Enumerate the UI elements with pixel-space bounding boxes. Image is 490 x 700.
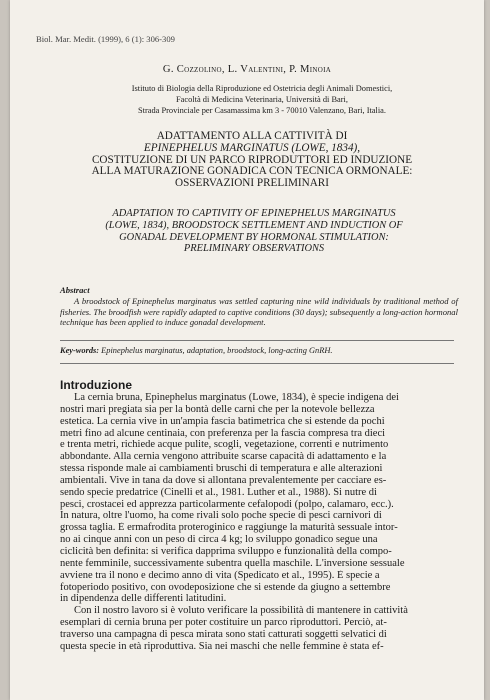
- title-italian: [50, 131, 454, 190]
- abstract-text: A broodstock of Epinephelus marginatus was settled capturing nine wild individuals by traditional method of fisheries. The broodfish were rapidly adapted to captive conditions (30 days); subsequently a long-action hormonal technique has been applied to induce gonadal development.: [60, 296, 458, 328]
- title-line: ALLA MATURAZIONE GONADICA CON TECNICA ORMONALE:: [91, 165, 413, 178]
- body-line: grossa taglia. È ermafrodita proteroginico e raggiunge la maturità sessuale intor-: [60, 522, 398, 534]
- title-line: (LOWE, 1834), BROODSTOCK SETTLEMENT AND INDUCTION OF: [105, 219, 403, 231]
- paper-page: [10, 0, 484, 700]
- abstract-label: Abstract: [60, 285, 90, 295]
- keywords-text: Epinephelus marginatus, adaptation, broodstock, long-acting GnRH.: [101, 346, 333, 355]
- body-line: abbondante. Alla cernia vengono attribuite scarse capacità di adattamento e la: [60, 451, 387, 463]
- title-line: OSSERVAZIONI PRELIMINARI: [175, 177, 329, 190]
- title-line: PRELIMINARY OBSERVATIONS: [183, 243, 325, 255]
- body-line: avviene tra il nono e decimo anno di vita (Spedicato et al., 1995). È specie a: [60, 569, 380, 581]
- body-line: Con il nostro lavoro si è voluto verificare la possibilità di mantenere in cattività: [74, 605, 408, 617]
- title-line: ADATTAMENTO ALLA CATTIVITÀ DI: [156, 130, 348, 142]
- body-line: no ai cinque anni con un peso di circa 4 kg; lo sviluppo gonadico segue una: [60, 534, 378, 546]
- body-line: La cernia bruna, Epinephelus marginatus (Lowe, 1834), è specie indigena dei: [74, 392, 399, 403]
- divider: [60, 340, 454, 341]
- body-line: esemplari di cernia bruna per poter costituire un parco riproduttori. Perciò, at-: [60, 617, 387, 629]
- body-line: estetica. La cernia vive in un'ampia fascia batimetrica che si estende da pochi: [60, 415, 385, 427]
- body-line: nostri mari pregiata sia per la bontà delle carni che per la notevole bellezza: [60, 403, 375, 415]
- body-line: fotoperiodo positivo, con ovodeposizione che si estende da giugno a settembre: [60, 581, 391, 593]
- authors: G. Cozzolino, L. Valentini, P. Minoia: [162, 64, 332, 75]
- divider: [60, 363, 454, 364]
- body-line: ambientali. Vive in tana da dove si allontana prevalentemente per cacciare es-: [60, 474, 387, 486]
- body-line: questa specie in età riproduttiva. Sia nei maschi che nelle femmine è stata ef-: [60, 640, 384, 652]
- body-line: sendo specie predatrice (Cinelli et al., 1981. Luther et al., 1988). Si nutre di: [60, 486, 377, 498]
- body-line: nente femminile, successivamente subentra quella maschile. L'inversione sessuale: [60, 557, 405, 569]
- title-line: GONADAL DEVELOPMENT BY HORMONAL STIMULATION:: [119, 231, 389, 243]
- body-line: ciclicità ben definita: si verifica dapprima sviluppo e funzionalità della compo-: [60, 545, 392, 557]
- body-line: stessa risponde male ai cambiamenti bruschi di temperatura e alle alterazioni: [60, 463, 383, 475]
- body-line: metri fino ad alcune centinaia, con preferenza per la fascia compresa tra dieci: [60, 427, 386, 439]
- body-line: in dipendenza delle differenti latitudini.: [60, 593, 227, 605]
- affiliation-line: Istituto di Biologia della Riproduzione ed Ostetricia degli Animali Domestici,: [131, 84, 393, 93]
- affiliation-line: Facoltà di Medicina Veterinaria, Università di Bari,: [176, 95, 348, 105]
- keywords: [60, 346, 458, 355]
- body-text: [60, 392, 458, 653]
- section-title: Introduzione: [60, 378, 132, 392]
- body-line: In natura, oltre l'uomo, ha come rivali solo poche specie di pesci carnivori di: [60, 510, 382, 522]
- journal-citation: Biol. Mar. Medit. (1999), 6 (1): 306-309: [36, 34, 175, 44]
- title-line: COSTITUZIONE DI UN PARCO RIPRODUTTORI ED INDUZIONE: [91, 153, 413, 166]
- title-english: [54, 208, 454, 255]
- affiliation-line: Strada Provinciale per Casamassima km 3 - 70010 Valenzano, Bari, Italia.: [137, 106, 386, 116]
- keywords-label: Key-words:: [60, 346, 100, 355]
- body-line: traverso una campagna di pesca mirata sono stati catturati soggetti selvatici di: [60, 628, 387, 640]
- body-line: e trenta metri, richiede acque pulite, scogli, vegetazione, correnti e nutrimento: [60, 439, 389, 451]
- title-line: ADAPTATION TO CAPTIVITY OF EPINEPHELUS MARGINATUS: [112, 208, 396, 219]
- body-line: pesci, crostacei ed apprezza particolarmente cefalopodi (polpo, calamaro, ecc.).: [60, 498, 394, 510]
- title-line: EPINEPHELUS MARGINATUS (LOWE, 1834),: [143, 141, 361, 154]
- affiliation: [70, 83, 454, 117]
